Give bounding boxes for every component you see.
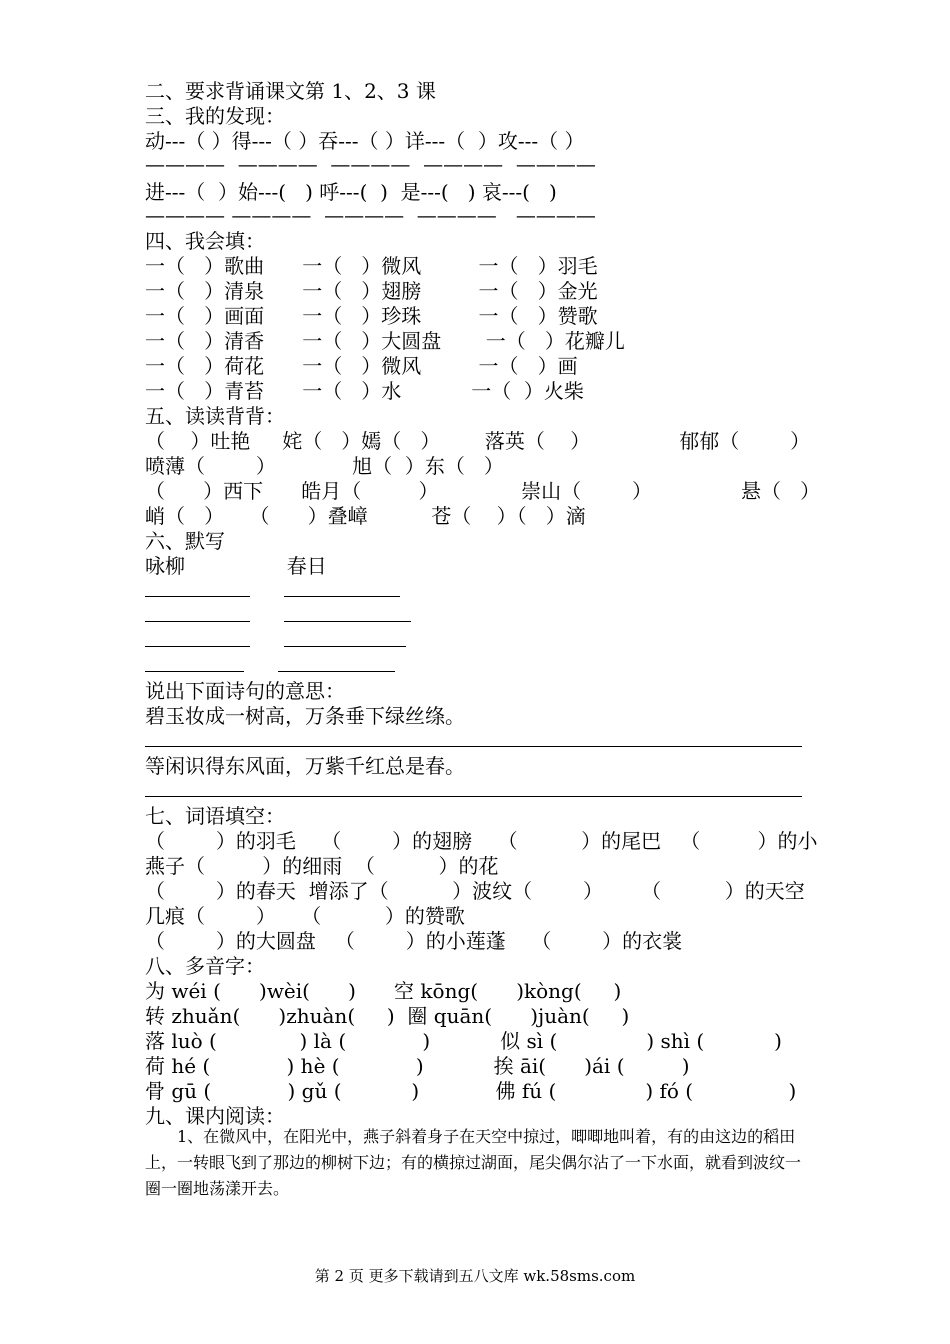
poem-2-line-2 — [284, 621, 411, 622]
section-2-heading: 二、要求背诵课文第 1、2、3 课 — [145, 79, 436, 103]
section-6-heading: 六、默写 — [145, 529, 225, 553]
poem-2-line-3 — [284, 646, 406, 647]
poem-1-line-4 — [145, 671, 244, 672]
meaning-answer-line-2 — [145, 796, 802, 797]
fill-row-1: 一（ ）歌曲 一（ ）微风 一（ ）羽毛 — [145, 254, 598, 278]
poem-1-line-2 — [145, 621, 250, 622]
section-3-heading: 三、我的发现： — [145, 104, 285, 128]
meaning-answer-line-1 — [145, 746, 802, 747]
discovery-row-2: 进---（ ）始---( ) 呼---( ) 是---( ) 哀---( ) — [145, 180, 557, 204]
words-row-5: （ ）的大圆盘 （ ）的小莲蓬 （ ）的衣裳 — [145, 929, 683, 953]
poem-line-a: 碧玉妆成一树高，万条垂下绿丝绦。 — [145, 704, 465, 728]
fill-row-3: 一（ ）画面 一（ ）珍珠 一（ ）赞歌 — [145, 304, 598, 328]
section-9-heading: 九、课内阅读： — [145, 1104, 285, 1128]
section-8-heading: 八、多音字： — [145, 954, 265, 978]
meaning-heading: 说出下面诗句的意思： — [145, 679, 345, 703]
poem-titles: 咏柳 春日 — [145, 554, 327, 578]
section-7-heading: 七、词语填空： — [145, 804, 285, 828]
discovery-row-1: 动---（ ）得---（ ）吞---（ ）详---（ ）攻---（ ） — [145, 129, 585, 153]
polyphone-row-1: 为 wéi ( )wèi( ) 空 kōng( )kòng( ) — [145, 979, 622, 1003]
section-4-heading: 四、我会填： — [145, 229, 265, 253]
section-5-heading: 五、读读背背： — [145, 404, 285, 428]
discovery-dash-row-2: ———— ———— ———— ———— ———— — [145, 203, 596, 227]
words-row-2: 燕子（ ）的细雨 （ ）的花 — [145, 854, 499, 878]
poem-2-line-4 — [278, 671, 395, 672]
polyphone-row-5: 骨 gū ( ) gǔ ( ) 佛 fú ( ) fó ( ) — [145, 1079, 797, 1103]
recite-row-3: （ ）西下 皓月（ ） 崇山（ ） 悬（ ） — [145, 479, 821, 503]
words-row-4: 几痕（ ） （ ）的赞歌 — [145, 904, 465, 928]
reading-paragraph: 1、在微风中，在阳光中，燕子斜着身子在天空中掠过，唧唧地叫着，有的由这边的稻田上，一转眼飞到了那边的柳树下边；有的横掠过湖面，尾尖偶尔沾了一下水面，就看到波纹一圈一圈地荡漾开去。 — [145, 1127, 802, 1198]
recite-row-1: （ ）吐艳 姹（ ）嫣（ ） 落英（ ） 郁郁（ ） — [145, 429, 811, 453]
page-footer: 第 2 页 更多下载请到五八文库 wk.58sms.com — [314, 1267, 636, 1285]
polyphone-row-3: 落 luò ( ) là ( ) 似 sì ( ) shì ( ) — [145, 1029, 782, 1053]
recite-row-4: 峭（ ） （ ）叠嶂 苍（ ）（ ）滴 — [145, 504, 586, 528]
fill-row-4: 一（ ）清香 一（ ）大圆盘 一（ ）花瓣儿 — [145, 329, 625, 353]
polyphone-row-2: 转 zhuǎn( )zhuàn( ) 圈 quān( )juàn( ) — [145, 1004, 630, 1028]
discovery-dash-row-1: ———— ———— ———— ———— ———— — [145, 152, 596, 176]
poem-1-line-3 — [145, 646, 250, 647]
poem-2-line-1 — [284, 596, 400, 597]
poem-1-line-1 — [145, 596, 250, 597]
fill-row-2: 一（ ）清泉 一（ ）翅膀 一（ ）金光 — [145, 279, 598, 303]
fill-row-5: 一（ ）荷花 一（ ）微风 一（ ）画 — [145, 354, 578, 378]
poem-line-b: 等闲识得东风面，万紫千红总是春。 — [145, 754, 465, 778]
words-row-1: （ ）的羽毛 （ ）的翅膀 （ ）的尾巴 （ ）的小 — [145, 829, 818, 853]
words-row-3: （ ）的春天 增添了（ ）波纹（ ） （ ）的天空 — [145, 879, 805, 903]
recite-row-2: 喷薄（ ） 旭（ ）东（ ） — [145, 454, 504, 478]
polyphone-row-4: 荷 hé ( ) hè ( ) 挨 āi( )ái ( ) — [145, 1054, 690, 1078]
fill-row-6: 一（ ）青苔 一（ ）水 一（ ）火柴 — [145, 379, 584, 403]
